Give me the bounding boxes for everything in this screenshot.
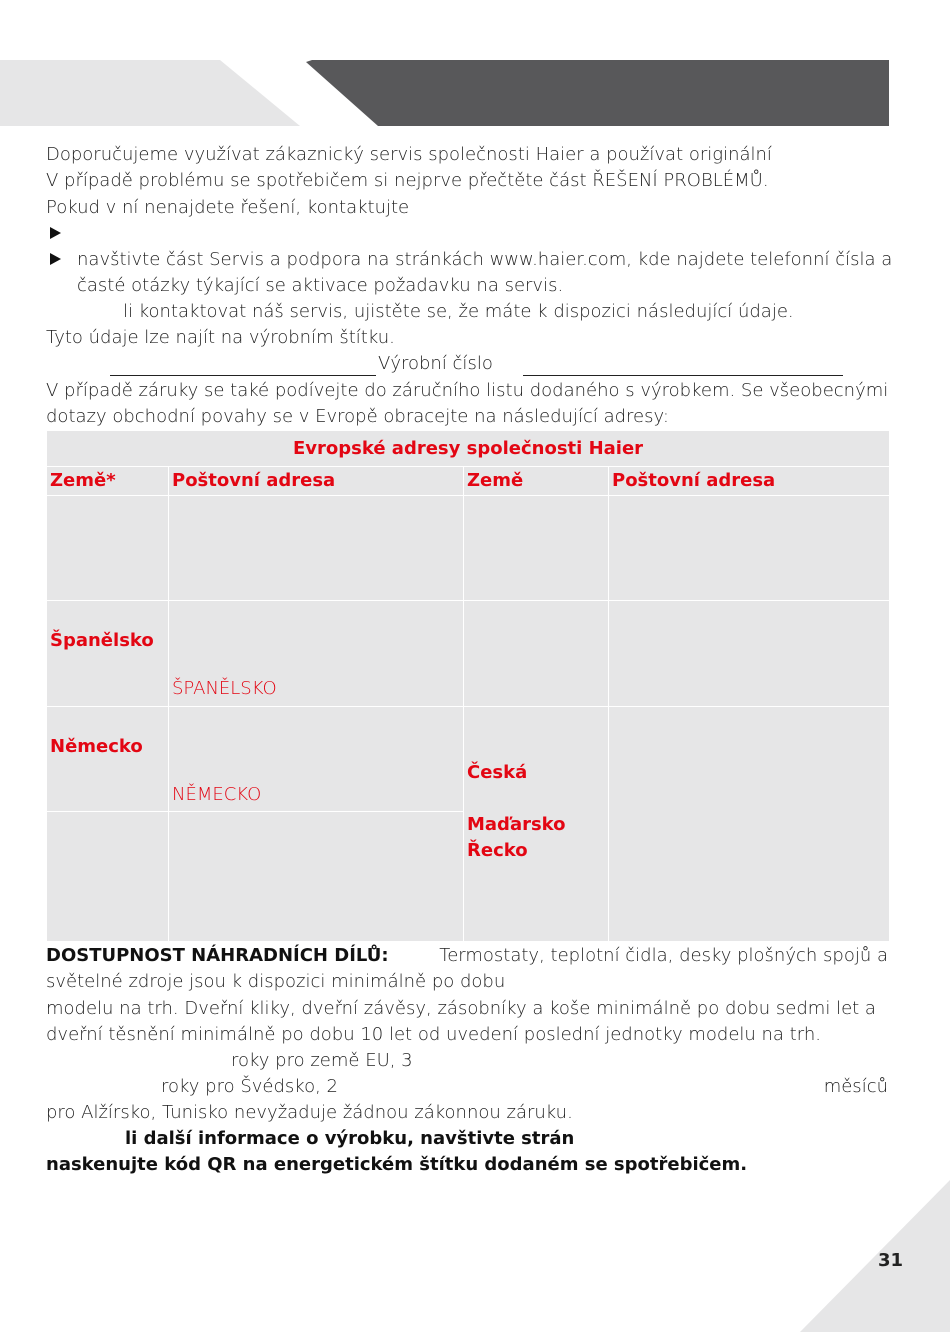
table-cell <box>169 601 464 707</box>
header-address-2: Poštovní adresa <box>612 470 776 491</box>
spare-parts-line-4: dveřní těsnění minimálně po dobu 10 let od uvedení poslední jednotky modelu na trh. <box>46 1024 821 1045</box>
more-info-line-1: li další informace o výrobku, navštivte strán <box>125 1128 575 1149</box>
warranty-months: měsíců <box>823 1076 888 1097</box>
intro-line-7: dotazy obchodní povahy se v Evropě obracejte na následující adresy: <box>46 406 669 427</box>
country-hungary: Maďarsko <box>467 814 566 835</box>
table-row <box>47 601 890 707</box>
table-row <box>47 707 890 812</box>
intro-line-5: Tyto údaje lze najít na výrobním štítku. <box>46 327 395 348</box>
header-address-1: Poštovní adresa <box>172 470 336 491</box>
table-title-cell <box>47 431 890 467</box>
model-number-line <box>110 375 376 376</box>
table-cell <box>609 496 890 601</box>
table-cell <box>464 601 609 707</box>
header-country-1: Země* <box>50 470 116 491</box>
table-header-row <box>47 467 890 496</box>
warranty-line-2: roky pro Švédsko, 2 <box>161 1076 338 1097</box>
table-cell <box>47 496 169 601</box>
header-country-2: Země <box>467 470 524 491</box>
country-germany: Německo <box>50 736 143 757</box>
warranty-line-1: roky pro země EU, 3 <box>231 1050 413 1071</box>
table-title: Evropské adresy společnosti Haier <box>292 437 644 459</box>
header-cell <box>464 467 609 496</box>
table-cell <box>609 601 890 707</box>
table-cell <box>464 496 609 601</box>
spare-parts-line-1: Termostaty, teplotní čidla, desky plošných spojů a <box>439 945 888 966</box>
warranty-line-3: pro Alžírsko, Tunisko nevyžaduje žádnou zákonnou záruku. <box>46 1102 573 1123</box>
address-table <box>46 430 890 942</box>
header-cell <box>47 467 169 496</box>
bullet-2-line-2: časté otázky týkající se aktivace požadavku na servis. <box>77 275 564 296</box>
table-cell <box>169 496 464 601</box>
intro-line-2: V případě problému se spotřebičem si nejprve přečtěte část ŘEŠENÍ PROBLÉMŮ. <box>46 170 769 191</box>
header-cell <box>169 467 464 496</box>
bullet-arrow-icon <box>50 253 61 265</box>
serial-number-line <box>523 375 843 376</box>
spare-parts-heading: DOSTUPNOST NÁHRADNÍCH DÍLŮ: <box>46 945 389 966</box>
address-spain: ŠPANĚLSKO <box>172 678 277 699</box>
table-cell <box>47 812 169 942</box>
more-info-line-2: naskenujte kód QR na energetickém štítku dodaném se spotřebičem. <box>46 1154 748 1175</box>
bullet-arrow-icon <box>50 227 61 239</box>
table-title-row <box>47 431 890 467</box>
page-number: 31 <box>878 1250 904 1271</box>
spare-parts-line-3: modelu na trh. Dveřní kliky, dveřní závěsy, zásobníky a koše minimálně po dobu sedmi let a <box>46 998 876 1019</box>
intro-line-3: Pokud v ní nenajdete řešení, kontaktujte <box>46 197 410 218</box>
country-czech: Česká <box>467 762 528 783</box>
table-cell <box>169 707 464 812</box>
table-cell <box>47 707 169 812</box>
intro-line-6: V případě záruky se také podívejte do záručního listu dodaného s výrobkem. Se všeobecnými <box>46 380 889 401</box>
table-cell <box>47 601 169 707</box>
intro-line-4: li kontaktovat náš servis, ujistěte se, že máte k dispozici následující údaje. <box>123 301 794 322</box>
footer-corner-shape <box>800 1180 950 1332</box>
country-greece: Řecko <box>467 840 528 861</box>
table-cell <box>609 707 890 942</box>
serial-number-label: Výrobní číslo <box>378 353 493 374</box>
header-cell <box>609 467 890 496</box>
table-cell <box>169 812 464 942</box>
country-spain: Španělsko <box>50 630 154 651</box>
table-cell <box>464 707 609 942</box>
intro-line-1: Doporučujeme využívat zákaznický servis společnosti Haier a používat originální <box>46 144 772 165</box>
bullet-2-line-1: navštivte část Servis a podpora na stránkách www.haier.com, kde najdete telefonní čísla a <box>77 249 893 270</box>
spare-parts-line-2: světelné zdroje jsou k dispozici minimálně po dobu <box>46 971 506 992</box>
address-germany: NĚMECKO <box>172 784 262 805</box>
header-light-band <box>0 60 300 126</box>
header-dark-band <box>306 60 889 126</box>
table-row <box>47 496 890 601</box>
